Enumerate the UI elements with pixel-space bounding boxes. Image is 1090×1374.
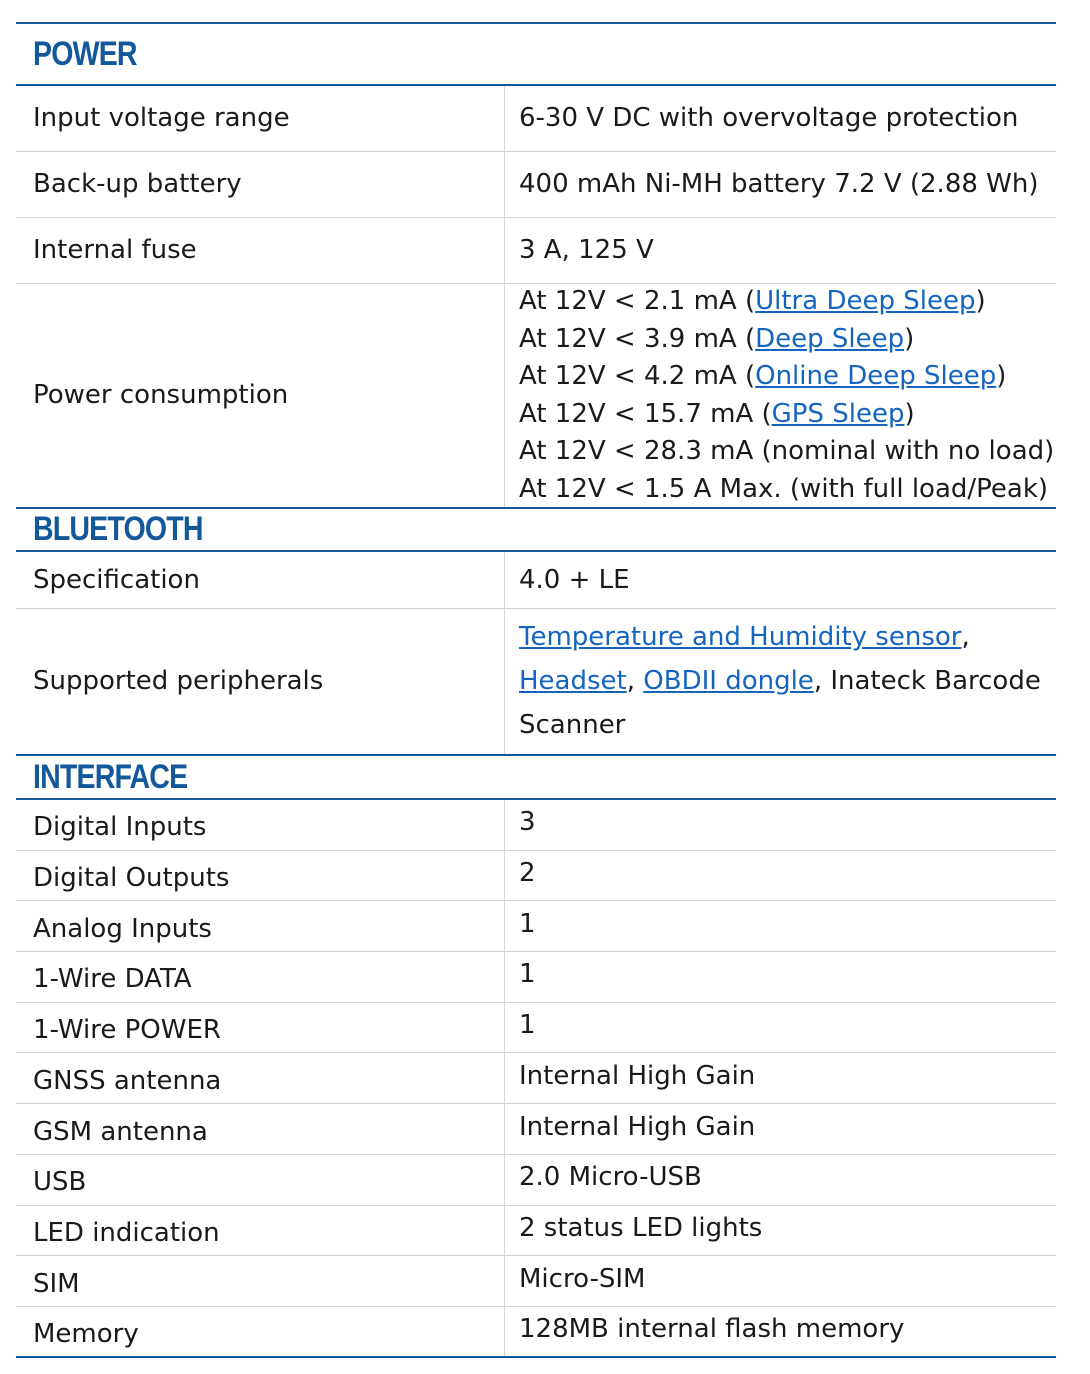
row-label: Specification — [16, 552, 505, 608]
separator: , — [961, 622, 970, 652]
row-value: 128MB internal flash memory — [519, 1313, 905, 1344]
table-row — [16, 1206, 1056, 1257]
row-value: Internal High Gain — [519, 1111, 756, 1142]
peripherals-text: , Inateck Barcode Scanner — [519, 666, 1041, 740]
link-temperature-humidity-sensor[interactable]: Temperature and Humidity sensor — [519, 622, 962, 652]
row-value: 400 mAh Ni-MH battery 7.2 V (2.88 Wh) — [519, 169, 1039, 200]
spec-table — [16, 22, 1056, 1358]
section-header-bluetooth — [16, 507, 1056, 552]
separator: , — [626, 666, 644, 696]
consumption-line — [519, 321, 914, 359]
row-label: Internal fuse — [16, 218, 505, 283]
table-row — [16, 1003, 1056, 1054]
consumption-line — [519, 358, 1006, 396]
section-title-interface: INTERFACE — [33, 757, 188, 796]
row-value: 1 — [519, 959, 536, 990]
row-label: Input voltage range — [16, 86, 505, 151]
link-online-deep-sleep[interactable]: Online Deep Sleep — [755, 361, 997, 391]
consumption-text: ) — [996, 361, 1007, 391]
row-value: 6-30 V DC with overvoltage protection — [519, 103, 1019, 134]
row-value: 1 — [519, 1010, 536, 1041]
table-row — [16, 1104, 1056, 1155]
table-row — [16, 1307, 1056, 1358]
consumption-text: At 12V < 4.2 mA ( — [519, 361, 756, 391]
row-value: 4.0 + LE — [519, 564, 630, 595]
row-value: 3 — [519, 807, 536, 838]
row-label: GSM antenna — [16, 1104, 505, 1154]
consumption-text: ) — [904, 398, 915, 429]
table-row — [16, 218, 1056, 284]
power-consumption-values — [505, 284, 1056, 507]
row-label: 1-Wire POWER — [16, 1003, 505, 1053]
row-value: 1 — [519, 908, 536, 939]
row-label: USB — [16, 1155, 505, 1205]
row-label: Digital Outputs — [16, 851, 505, 901]
consumption-text: ) — [975, 286, 986, 316]
link-headset[interactable]: Headset — [519, 666, 627, 696]
table-row — [16, 851, 1056, 902]
table-row — [16, 552, 1056, 609]
interface-rows — [16, 800, 1056, 1358]
table-row — [16, 86, 1056, 152]
table-row-supported-peripherals — [16, 609, 1056, 754]
table-row — [16, 1256, 1056, 1307]
consumption-text: At 12V < 2.1 mA ( — [519, 286, 756, 316]
section-header-interface — [16, 754, 1056, 800]
row-label: Back-up battery — [16, 152, 505, 217]
table-row — [16, 152, 1056, 218]
table-row — [16, 800, 1056, 851]
consumption-line: At 12V < 28.3 mA (nominal with no load) — [519, 436, 1055, 466]
row-value: 3 A, 125 V — [519, 235, 654, 266]
table-row — [16, 901, 1056, 952]
section-title-power: POWER — [33, 34, 137, 73]
consumption-text: At 12V < 15.7 mA ( — [519, 398, 772, 429]
consumption-text: At 12V < 3.9 mA ( — [519, 323, 756, 354]
consumption-line — [519, 396, 915, 434]
link-ultra-deep-sleep[interactable]: Ultra Deep Sleep — [755, 286, 976, 316]
table-row — [16, 1155, 1056, 1206]
table-row — [16, 952, 1056, 1003]
row-value: Micro-SIM — [519, 1263, 646, 1294]
link-deep-sleep[interactable]: Deep Sleep — [755, 323, 905, 354]
table-row — [16, 1053, 1056, 1104]
section-title-bluetooth: BLUETOOTH — [33, 510, 203, 548]
row-label: GNSS antenna — [16, 1053, 505, 1103]
link-obdii-dongle[interactable]: OBDII dongle — [643, 666, 814, 696]
link-gps-sleep[interactable]: GPS Sleep — [771, 398, 905, 429]
consumption-text: ) — [904, 323, 915, 354]
row-label: Memory — [16, 1307, 505, 1356]
supported-peripherals-value — [505, 609, 1056, 754]
row-label: Analog Inputs — [16, 901, 505, 951]
table-row-power-consumption — [16, 284, 1056, 507]
row-label: Power consumption — [16, 284, 505, 507]
row-value: Internal High Gain — [519, 1060, 756, 1091]
section-header-power — [16, 24, 1056, 86]
row-label: LED indication — [16, 1206, 505, 1256]
row-label: 1-Wire DATA — [16, 952, 505, 1002]
row-label: Supported peripherals — [16, 609, 505, 754]
row-label: Digital Inputs — [16, 800, 505, 850]
consumption-line: At 12V < 1.5 A Max. (with full load/Peak) — [519, 473, 1049, 504]
row-value: 2 — [519, 858, 536, 889]
consumption-line — [519, 283, 986, 321]
row-value: 2.0 Micro-USB — [519, 1162, 702, 1193]
row-value: 2 status LED lights — [519, 1212, 763, 1243]
row-label: SIM — [16, 1256, 505, 1306]
